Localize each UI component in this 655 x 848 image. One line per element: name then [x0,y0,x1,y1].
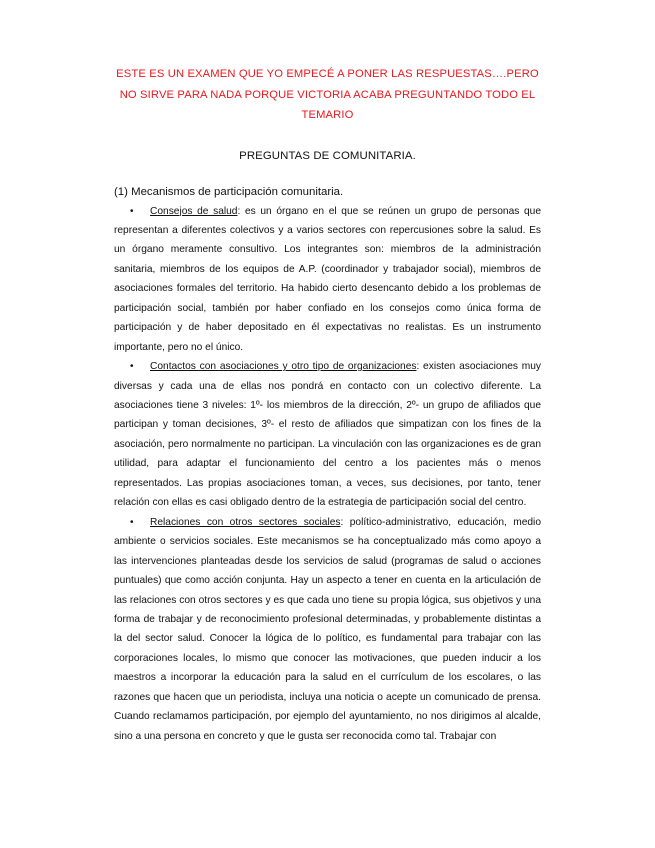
section-title: (1) Mecanismos de participación comunitaria. [114,185,344,198]
bullet-icon: • [130,516,134,528]
item-term: Contactos con asociaciones y otro tipo de organizaciones [150,361,417,373]
intro-note: ESTE ES UN EXAMEN QUE YO EMPECÉ A PONER LAS RESPUESTAS….PERO NO SIRVE PARA NADA PORQUE VICTORIA ACABA PREGUNTANDO TODO EL TEMARIO [116,68,539,121]
bullet-icon: • [130,205,134,217]
item-term: Consejos de salud [150,205,238,217]
bullet-icon: • [130,361,134,373]
item-text: : político-administrativo, educación, medio ambiente o servicios sociales. Este mecanismos se ha conceptualizado más como apoyo a las intervenciones planteadas desde los servicios de salud (programas de salud o acciones puntuales) que como acción conjunta. Hay un aspecto a tener en cuenta en la articulación de las relaciones con otros sectores y es que cada uno tiene su propia lógica, sus objetivos y una forma de trabajar y de reconocimiento profesional determinadas, y probablemente distintas a la del sector salud. Conocer la lógica de lo político, es fundamental para trabajar con las corporaciones locales, lo mismo que conocer las motivaciones, que pueden inducir a los maestros a incorporar la educación para la salud en el currículum de los escolares, o las razones que hacen que un periodista, incluya una noticia o acepte un comunicado de prensa. Cuando reclamamos participación, por ejemplo del ayuntamiento, no nos dirigimos al alcalde, sino a una persona en concreto y que le gusta ser reconocida como tal. Trabajar con [114,516,541,742]
document-content [114,64,541,746]
list-item [114,357,541,513]
list-item [114,202,541,358]
item-text: : es un órgano en el que se reúnen un grupo de personas que representan a diferentes colectivos y a varios sectores con repercusiones sobre la salud. Es un órgano meramente consultivo. Los integrantes son: miembros de la administración sanitaria, miembros de los equipos de A.P. (coordinador y trabajador social), miembros de asociaciones formales del territorio. Ha habido cierto desencanto debido a los problemas de participación social, también por haber confiado en los consejos como única forma de participación y de haber depositado en él expectativas no realistas. Es un instrumento importante, pero no el único. [114,205,541,353]
list-item [114,513,541,746]
item-term: Relaciones con otros sectores sociales [150,516,341,528]
item-text: : existen asociaciones muy diversas y cada una de ellas nos pondrá en contacto con un colectivo diferente. La asociaciones tiene 3 niveles: 1º- los miembros de la dirección, 2º- un grupo de afiliados que participan y toman decisiones, 3º- el resto de afiliados que simpatizan con los fines de la asociación, pero normalmente no participan. La vinculación con las organizaciones es de gran utilidad, para adaptar el funcionamiento del centro a los pacientes más o menos representados. Las propias asociaciones toman, a veces, sus decisiones, por tanto, tener relación con ellas es casi obligado dentro de la estrategia de participación social del centro. [114,361,542,509]
document-heading: PREGUNTAS DE COMUNITARIA. [239,149,416,162]
